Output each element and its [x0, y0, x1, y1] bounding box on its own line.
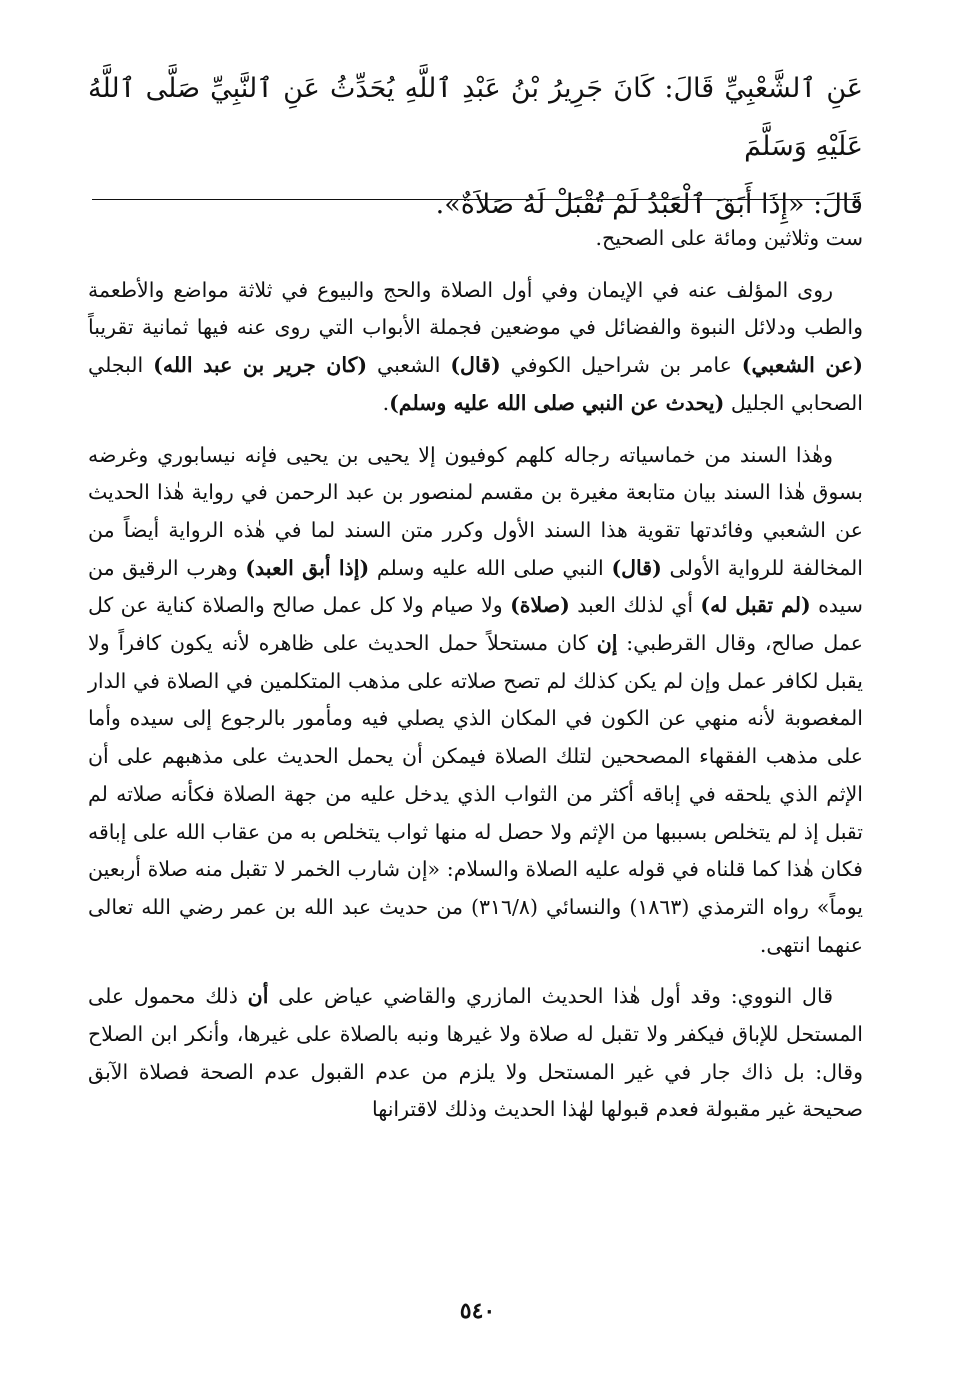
text-run: وهٰذا السند من خماسياته رجاله كلهم كوفيون إلا يحيى بن يحيى فإنه نيسابوري وغرضه بسوق هٰذا السند بيان متابعة مغيرة بن مقسم لمنصور بن عبد الرحمن في رواية هٰذا الحديث عن الشعبي وفائدتها تقوية هذا السند الأول وكرر متن السند لما في هٰذه الرواية أيضاً من المخالفة للرواية الأولى [88, 442, 863, 580]
text-run: الشعبي [377, 353, 441, 378]
bold-phrase: (يحدث عن النبي صلى الله عليه وسلم) [389, 390, 725, 415]
commentary-paragraph-1: ست وثلاثين ومائة على الصحيح. [595, 226, 863, 250]
text-run: ذلك محمول على المستحل للإباق فيكفر ولا تقبل له صلاة ولا غيرها ونبه بالصلاة على غيرها، وأنكر ابن الصلاح وقال: بل ذاك جار في غير المستحل ولا يلزم من عدم القبول عدم الصحة فصلاة الآبق صحيحة غير مقبولة فعدم قبولها لهٰذا الحديث وذلك لاقترانها [88, 984, 863, 1122]
text-run: ولا صيام ولا كل عمل صالح والصلاة كناية عن كل عمل صالح، وقال القرطبي: [88, 593, 863, 656]
bold-phrase: أن [247, 984, 269, 1009]
commentary [88, 220, 863, 1143]
commentary-paragraph-3 [88, 437, 863, 965]
hadith-block [88, 60, 863, 234]
text-run: روى المؤلف عنه في الإيمان وفي أول الصلاة والحج والبيوع في ثلاثة مواضع والأطعمة والطب ودلائل النبوة والفضائل في موضعين فجملة الأبواب التي روى عنه فيها ثمانية تقريباً [88, 277, 863, 340]
bold-phrase: (لم تقبل له) [700, 593, 811, 618]
commentary-paragraph-2 [88, 272, 863, 423]
bold-phrase: إن [596, 631, 618, 656]
text-run: البجلي الصحابي الجليل [88, 353, 863, 415]
bold-phrase: (صلاة) [510, 593, 570, 618]
hadith-line-2: قَالَ: «إِذَا أَبَقَ ٱلْعَبْدُ لَمْ تُقْبَلْ لَهُ صَلاَةٌ». [435, 189, 863, 220]
text-run: كان مستحلاً حمل الحديث على ظاهره لأنه يكون كافراً ولا يقبل لكافر عمل وإن لم يكن كذلك لم تصح صلاته على مذهب المتكلمين في الصلاة في الدار المغصوبة لأنه منهي عن الكون في المكان الذي يصلي فيه ومأمور بالرجوع إلى سيده وأما على مذهب الفقهاء المصححين لتلك الصلاة فيمكن أن يحمل الحديث على مذهبهم على أن الإثم الذي يلحقه في إباقه أكثر من الثواب الذي يدخل عليه من جهة الصلاة فكأنه صلاته لم تقبل إذ لم يتخلص بسببها من الإثم ولا حصل له منها ثواب يتخلص به من عقاب الله على إباقه فكان هٰذا كما قلناه في قوله عليه الصلاة والسلام: «إن شارب الخمر لا تقبل منه صلاة أربعين يوماً» رواه الترمذي (١٨٦٣) والنسائي (٣١٦/٨) من حديث عبد الله بن عمر رضي الله تعالى عنهما انتهى. [88, 631, 863, 957]
bold-phrase: (عن الشعبي) [741, 353, 863, 378]
separator-rule [92, 199, 860, 200]
text-run: وهرب الرقيق من سيده [88, 555, 863, 618]
text-run: . [382, 390, 390, 415]
text-run: عامر بن شراحيل الكوفي [510, 353, 732, 378]
hadith-text [88, 60, 863, 234]
text-run: أي لذلك العبد [577, 593, 694, 618]
text-run: قال النووي: وقد أول هٰذا الحديث المازري والقاضي عياض على [278, 984, 833, 1009]
text-run: النبي صلى الله عليه وسلم [376, 555, 604, 580]
hadith-line-1: عَنِ ٱلشَّعْبِيِّ قَالَ: كَانَ جَرِيرُ بْنُ عَبْدِ ٱللَّهِ يُحَدِّثُ عَنِ ٱلنَّبِيِّ صَلَّى ٱللَّهُ عَلَيْهِ وَسَلَّمَ [88, 73, 863, 162]
commentary-paragraph-4 [88, 978, 863, 1129]
bold-phrase: (قال) [611, 555, 662, 580]
page-number: ٥٤٠ [459, 1298, 496, 1324]
bold-phrase: (إذا أبق العبد) [245, 555, 370, 580]
bold-phrase: (قال) [450, 353, 501, 378]
bold-phrase: (كان جرير بن عبد الله) [153, 353, 368, 378]
